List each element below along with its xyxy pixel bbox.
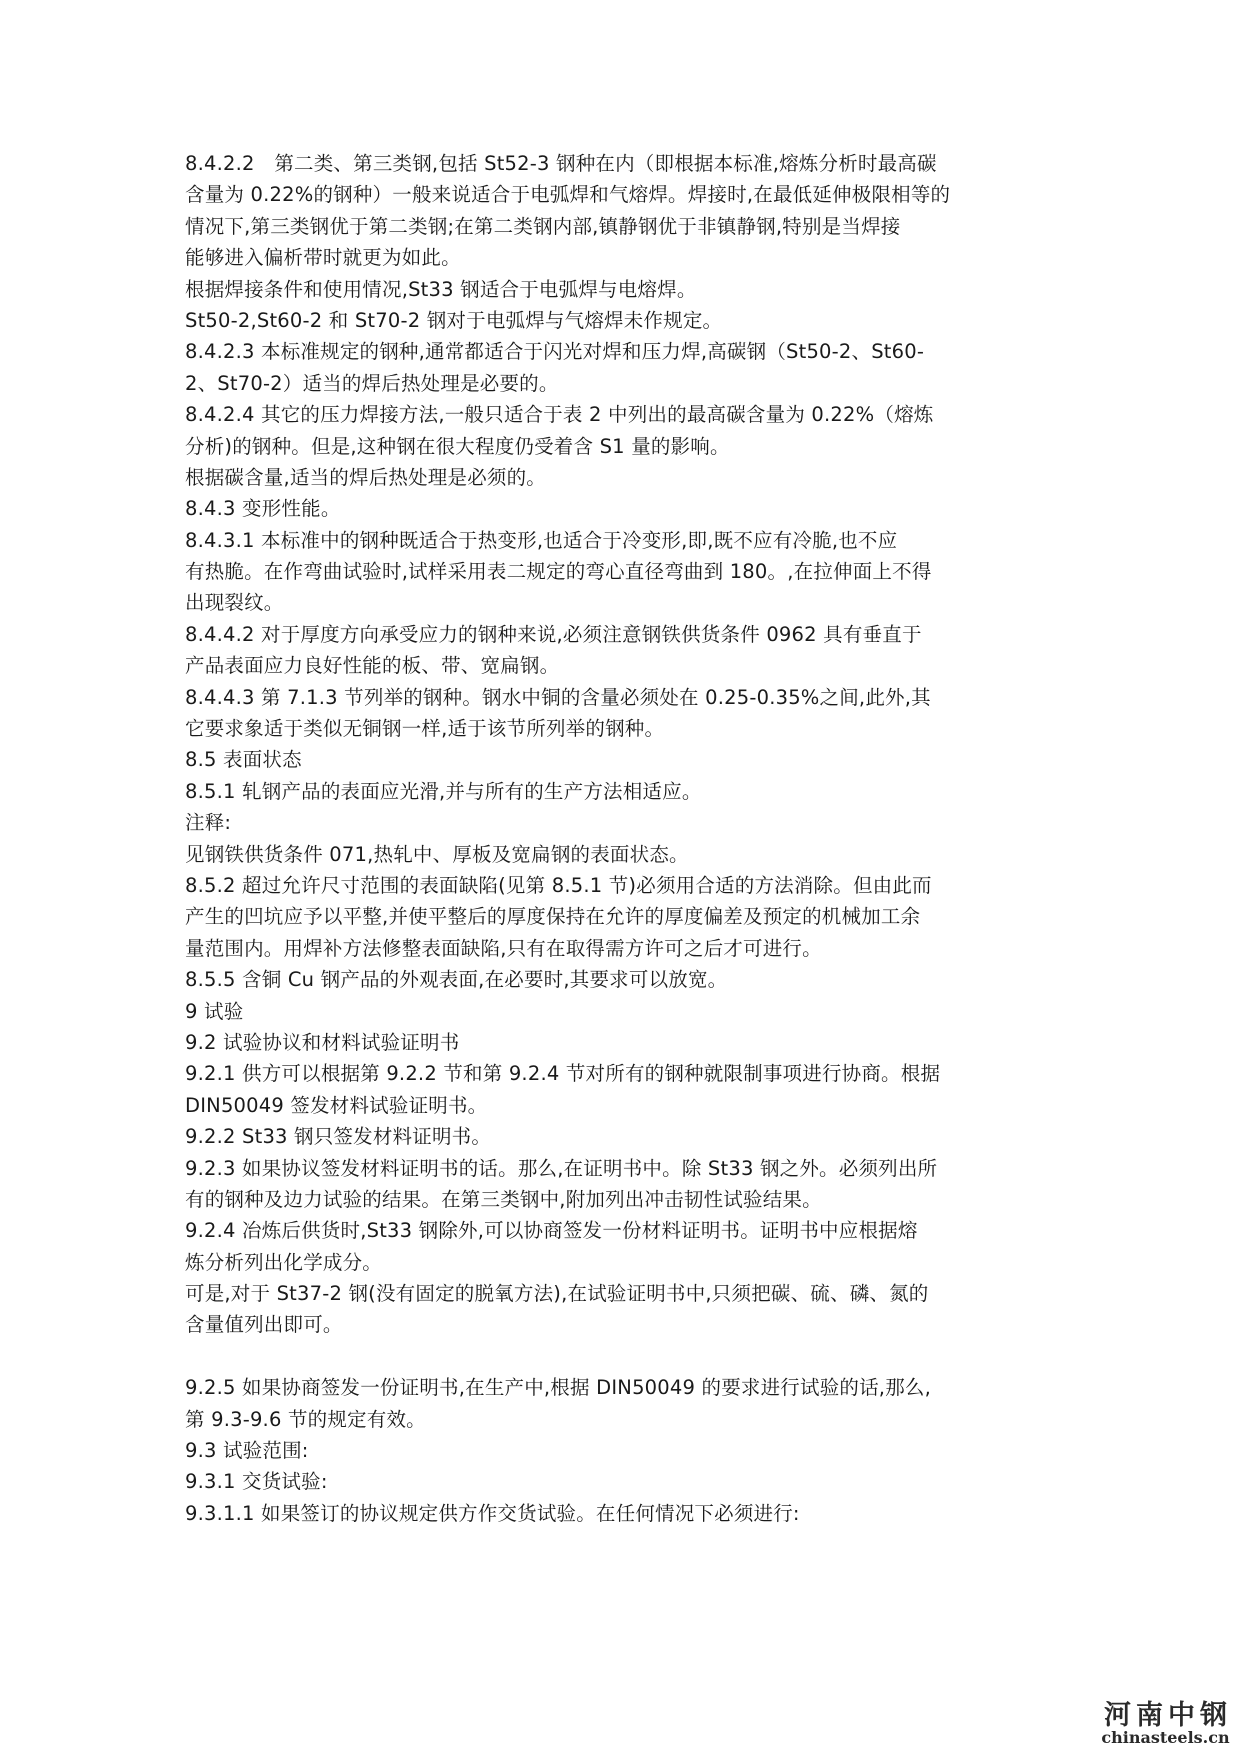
text-line: 它要求象适于类似无铜钢一样,适于该节所列举的钢种。 — [185, 717, 665, 741]
text-line: 8.4.3.1 本标准中的钢种既适合于热变形,也适合于冷变形,即,既不应有冷脆,也不应 — [185, 528, 898, 552]
text-line: 产生的凹坑应予以平整,并使平整后的厚度保持在允许的厚度偏差及预定的机械加工余 — [185, 905, 921, 929]
text-line: 9.2.3 如果协议签发材料证明书的话。那么,在证明书中。除 St33 钢之外。必须列出所 — [185, 1156, 938, 1180]
watermark-chinese-text: 河南中钢 — [1104, 1700, 1232, 1731]
text-line: 情况下,第三类钢优于第二类钢;在第二类钢内部,镇静钢优于非镇静钢,特别是当焊接 — [185, 214, 901, 238]
text-line: 8.5.2 超过允许尺寸范围的表面缺陷(见第 8.5.1 节)必须用合适的方法消除。但由此而 — [185, 873, 932, 897]
document-page — [185, 148, 1055, 1529]
text-line: 8.4.4.2 对于厚度方向承受应力的钢种来说,必须注意钢铁供货条件 0962 具有垂直于 — [185, 622, 922, 646]
text-line: 量范围内。用焊补方法修整表面缺陷,只有在取得需方许可之后才可进行。 — [185, 936, 822, 960]
section-heading: 9 试验 — [185, 999, 244, 1023]
text-line: 有的钢种及边力试验的结果。在第三类钢中,附加列出冲击韧性试验结果。 — [185, 1187, 822, 1211]
section-heading: 9.3 试验范围: — [185, 1439, 309, 1463]
text-line: 产品表面应力良好性能的板、带、宽扁钢。 — [185, 654, 560, 678]
text-line: 8.4.2.3 本标准规定的钢种,通常都适合于闪光对焊和压力焊,高碳钢（St50-2、St60- — [185, 340, 925, 364]
blank-line — [185, 1341, 1055, 1372]
text-line: 可是,对于 St37-2 钢(没有固定的脱氧方法),在试验证明书中,只须把碳、硫、磷、氮的 — [185, 1282, 929, 1306]
text-line: 9.2.5 如果协商签发一份证明书,在生产中,根据 DIN50049 的要求进行试验的话,那么, — [185, 1376, 931, 1400]
text-line: DIN50049 签发材料试验证明书。 — [185, 1093, 488, 1117]
text-line: 出现裂纹。 — [185, 591, 284, 615]
text-line: 根据碳含量,适当的焊后热处理是必须的。 — [185, 465, 546, 489]
text-line: 2、St70-2）适当的焊后热处理是必要的。 — [185, 371, 559, 395]
text-line: 第 9.3-9.6 节的规定有效。 — [185, 1407, 426, 1431]
section-heading: 8.4.3 变形性能。 — [185, 497, 341, 521]
section-heading: 9.3.1 交货试验: — [185, 1470, 328, 1494]
watermark-english-text: chinasteels.cn — [1101, 1728, 1230, 1747]
watermark-logo — [1099, 1702, 1232, 1746]
text-line: 9.3.1.1 如果签订的协议规定供方作交货试验。在任何情况下必须进行: — [185, 1501, 800, 1525]
note-label: 注释: — [185, 811, 232, 835]
text-line: 有热脆。在作弯曲试验时,试样采用表二规定的弯心直径弯曲到 180。,在拉伸面上不得 — [185, 560, 932, 584]
text-line: 8.4.4.3 第 7.1.3 节列举的钢种。钢水中铜的含量必须处在 0.25-0.35%之间,此外,其 — [185, 685, 931, 709]
text-line: 分析)的钢种。但是,这种钢在很大程度仍受着含 S1 量的影响。 — [185, 434, 730, 458]
text-line: 8.4.2.4 其它的压力焊接方法,一般只适合于表 2 中列出的最高碳含量为 0.22%（熔炼 — [185, 403, 934, 427]
text-line: 能够进入偏析带时就更为如此。 — [185, 246, 461, 270]
text-line: 根据焊接条件和使用情况,St33 钢适合于电弧焊与电熔焊。 — [185, 277, 697, 301]
text-line: 8.5.1 轧钢产品的表面应光滑,并与所有的生产方法相适应。 — [185, 779, 702, 803]
text-line: 见钢铁供货条件 071,热轧中、厚板及宽扁钢的表面状态。 — [185, 842, 689, 866]
text-line: St50-2,St60-2 和 St70-2 钢对于电弧焊与气熔焊未作规定。 — [185, 308, 723, 332]
text-line: 9.2.1 供方可以根据第 9.2.2 节和第 9.2.4 节对所有的钢种就限制事项进行协商。根据 — [185, 1062, 941, 1086]
text-line: 含量为 0.22%的钢种）一般来说适合于电弧焊和气熔焊。焊接时,在最低延伸极限相等的 — [185, 183, 951, 207]
text-line: 8.4.2.2 第二类、第三类钢,包括 St52-3 钢种在内（即根据本标准,熔炼分析时最高碳 — [185, 152, 937, 175]
text-line: 9.2.4 冶炼后供货时,St33 钢除外,可以协商签发一份材料证明书。证明书中应根据熔 — [185, 1219, 918, 1243]
section-heading: 9.2 试验协议和材料试验证明书 — [185, 1030, 460, 1054]
text-line: 炼分析列出化学成分。 — [185, 1250, 383, 1274]
section-heading: 8.5 表面状态 — [185, 748, 302, 772]
text-line: 8.5.5 含铜 Cu 钢产品的外观表面,在必要时,其要求可以放宽。 — [185, 968, 728, 992]
text-line: 9.2.2 St33 钢只签发材料证明书。 — [185, 1125, 492, 1149]
text-line: 含量值列出即可。 — [185, 1313, 343, 1337]
